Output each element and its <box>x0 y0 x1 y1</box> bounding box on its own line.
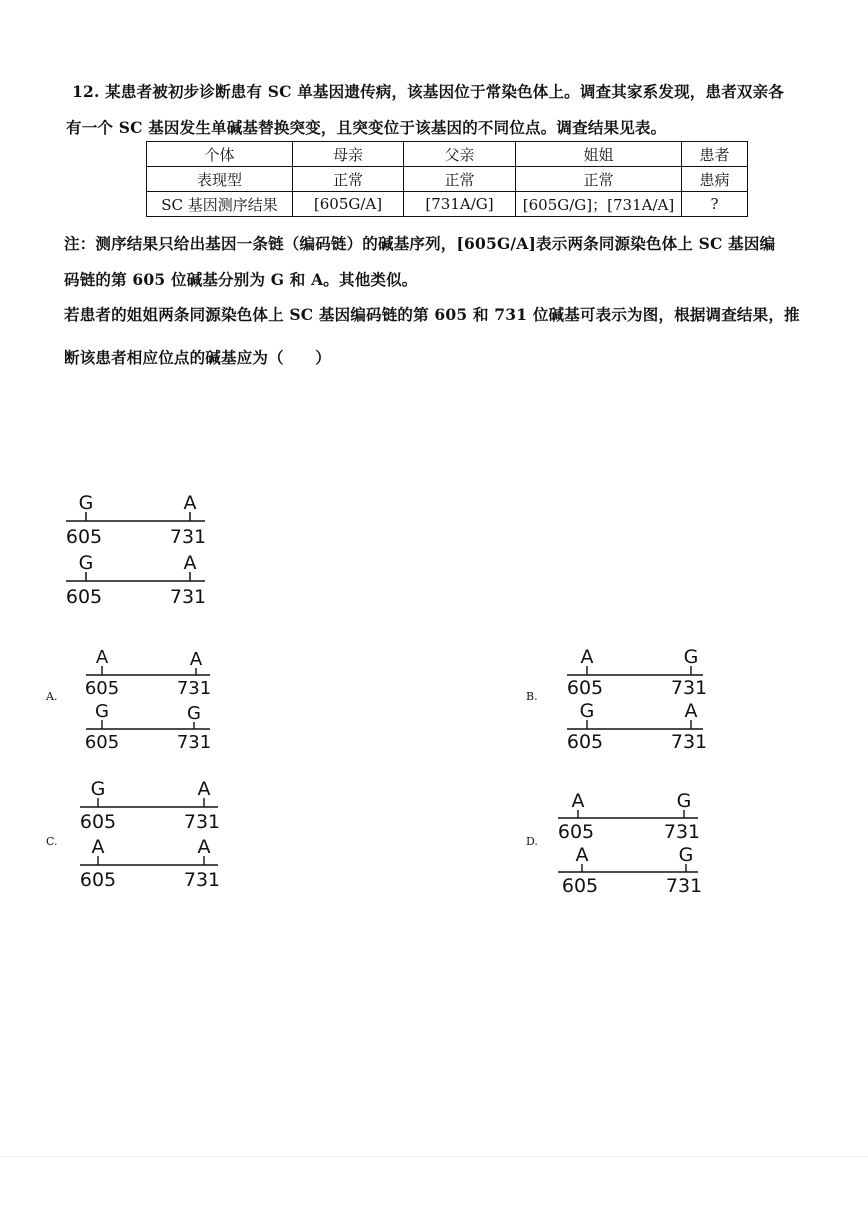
base-731: A <box>183 552 197 574</box>
table-row <box>147 192 748 217</box>
ask-line-1: 若患者的姐姐两条同源染色体上 SC 基因编码链的第 605 和 731 位碱基可表示为图，根据调查结果，推 <box>64 305 800 324</box>
base-605: G <box>579 700 595 722</box>
base-731: G <box>187 703 201 724</box>
base-731: A <box>197 836 211 858</box>
strand-2 <box>558 844 702 897</box>
table-cell: [731A/G] <box>404 192 516 217</box>
strand-1 <box>558 790 700 843</box>
table-cell: ? <box>682 192 748 217</box>
table-cell: 正常 <box>516 167 682 192</box>
base-605: A <box>95 647 109 668</box>
table-header: 个体 <box>147 142 293 167</box>
position-label-605: 605 <box>561 875 599 897</box>
position-label-731: 731 <box>176 678 212 699</box>
table-header: 母亲 <box>293 142 404 167</box>
ask-line-2: 断该患者相应位点的碱基应为（ ） <box>64 348 331 367</box>
strand-1 <box>85 647 211 699</box>
position-label-731: 731 <box>665 875 703 897</box>
strand-2 <box>80 836 220 891</box>
table-header: 父亲 <box>404 142 516 167</box>
base-731: A <box>684 700 698 722</box>
table-cell: [605G/A] <box>293 192 404 217</box>
position-label-605: 605 <box>557 821 595 843</box>
table-cell: [605G/G]；[731A/A] <box>516 192 682 217</box>
table-header: 患者 <box>682 142 748 167</box>
option-b-label[interactable]: B. <box>526 690 538 703</box>
base-731: A <box>189 649 203 670</box>
table-row <box>147 167 748 192</box>
position-label-731: 731 <box>169 586 207 608</box>
base-605: A <box>575 844 589 866</box>
position-label-731: 731 <box>663 821 701 843</box>
table-header: 姐姐 <box>516 142 682 167</box>
strand-1 <box>66 492 206 548</box>
question-line-1: 12. 某患者被初步诊断患有 SC 单基因遗传病，该基因位于常染色体上。调查其家系发现，患者双亲各 <box>72 82 784 101</box>
sister-chromosome-figure <box>62 490 212 614</box>
table-cell: 正常 <box>293 167 404 192</box>
position-label-731: 731 <box>183 869 221 891</box>
base-731: G <box>676 790 692 812</box>
option-d-label[interactable]: D. <box>526 835 538 848</box>
position-label-605: 605 <box>65 586 103 608</box>
position-label-731: 731 <box>176 732 212 753</box>
note-line-1: 注：测序结果只给出基因一条链（编码链）的碱基序列，[605G/A]表示两条同源染色体上 SC 基因编 <box>64 234 776 253</box>
position-label-605: 605 <box>566 677 604 699</box>
base-605: G <box>78 552 94 574</box>
base-605: A <box>571 790 585 812</box>
position-label-731: 731 <box>670 731 708 753</box>
position-label-605: 605 <box>84 732 120 753</box>
base-605: A <box>91 836 105 858</box>
position-label-605: 605 <box>79 869 117 891</box>
base-731: A <box>197 778 211 800</box>
base-605: G <box>95 701 109 722</box>
base-731: G <box>683 646 699 668</box>
base-731: A <box>183 492 197 514</box>
table-cell: 患病 <box>682 167 748 192</box>
strand-2 <box>85 701 211 753</box>
position-label-731: 731 <box>183 811 221 833</box>
option-a-figure[interactable] <box>82 646 222 760</box>
option-b-figure[interactable] <box>563 645 713 761</box>
table-row <box>147 142 748 167</box>
position-label-605: 605 <box>79 811 117 833</box>
base-605: G <box>78 492 94 514</box>
base-605: G <box>90 778 106 800</box>
table-cell: 表现型 <box>147 167 293 192</box>
strand-2 <box>567 700 707 753</box>
sequencing-table <box>146 141 748 217</box>
base-731: G <box>678 844 694 866</box>
note-line-2: 码链的第 605 位碱基分别为 G 和 A。其他类似。 <box>64 270 418 289</box>
table-cell: SC 基因测序结果 <box>147 192 293 217</box>
table-cell: 正常 <box>404 167 516 192</box>
base-605: A <box>580 646 594 668</box>
option-d-figure[interactable] <box>556 789 706 903</box>
page-divider <box>0 1156 868 1157</box>
position-label-605: 605 <box>84 678 120 699</box>
strand-1 <box>567 646 707 699</box>
strand-1 <box>80 778 220 833</box>
strand-2 <box>66 552 206 608</box>
position-label-731: 731 <box>169 526 207 548</box>
option-c-figure[interactable] <box>76 777 226 897</box>
option-a-label[interactable]: A. <box>46 690 58 703</box>
option-c-label[interactable]: C. <box>46 835 58 848</box>
question-line-2: 有一个 SC 基因发生单碱基替换突变，且突变位于该基因的不同位点。调查结果见表。 <box>66 118 667 137</box>
position-label-731: 731 <box>670 677 708 699</box>
position-label-605: 605 <box>65 526 103 548</box>
position-label-605: 605 <box>566 731 604 753</box>
